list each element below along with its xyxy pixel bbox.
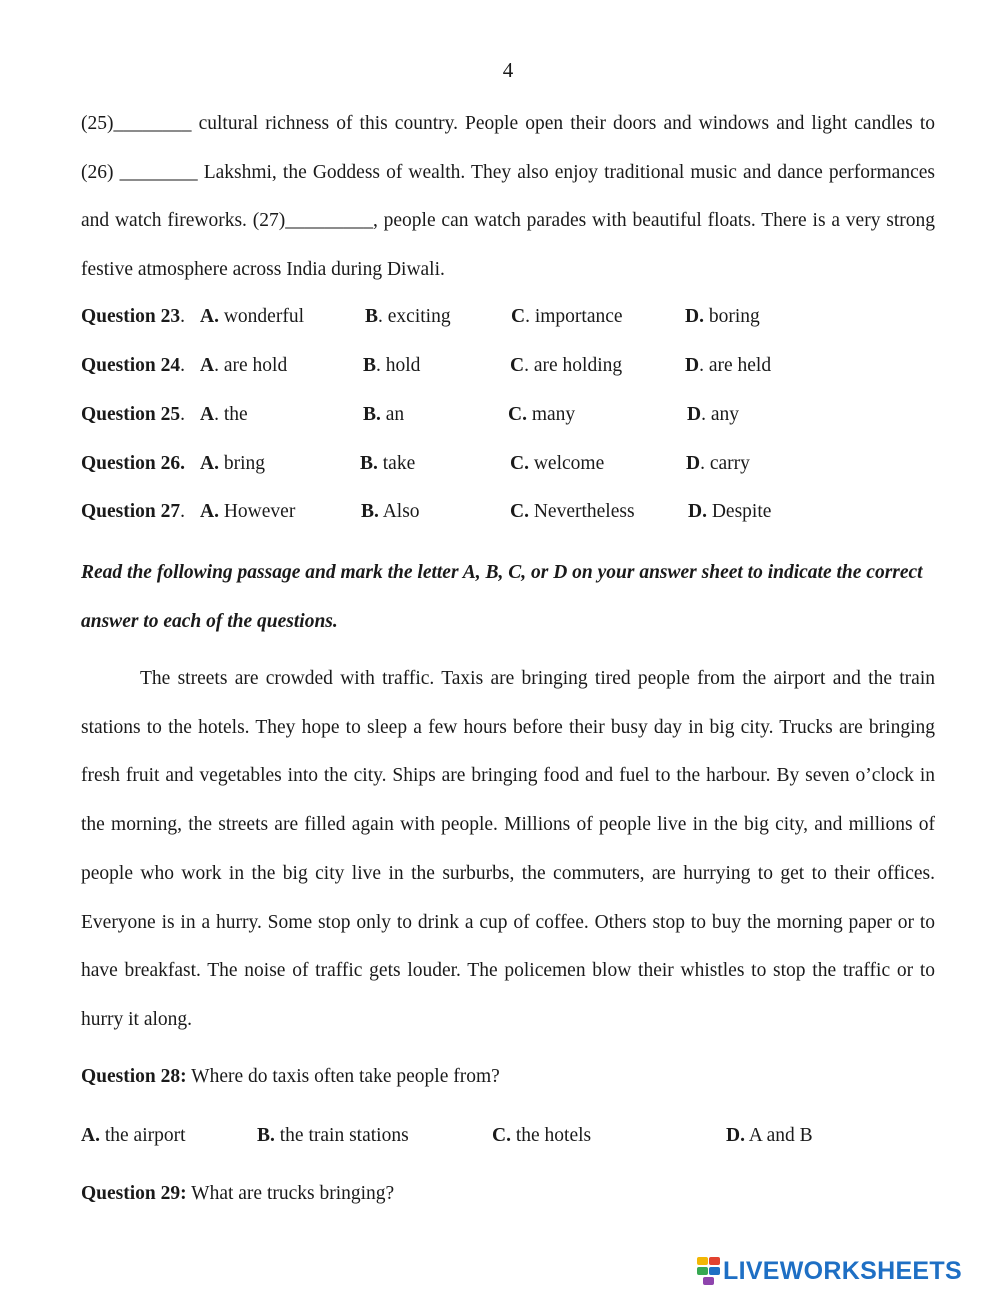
question-text: What are trucks bringing?: [186, 1183, 395, 1204]
option-a[interactable]: A. are hold: [200, 355, 288, 376]
option-c[interactable]: C. welcome: [510, 453, 605, 474]
option-a[interactable]: A. wonderful: [200, 306, 304, 327]
option-b[interactable]: B. hold: [363, 355, 421, 376]
option-b[interactable]: B. the train stations: [257, 1125, 409, 1146]
passage-continuation: (25)________ cultural richness of this country. People open their doors and windows and light candles to (26) ________ Lakshmi, the Goddess of wealth. They also enjoy traditional music and dance performances and watch fireworks. (27)_________, people can watch parades with beautiful floats. There is a very strong festive atmosphere across India during Diwali.: [81, 113, 935, 281]
question-label: Question 29:: [81, 1183, 187, 1204]
option-d[interactable]: D. carry: [686, 453, 750, 474]
option-c[interactable]: C. are holding: [510, 355, 623, 376]
option-c[interactable]: C. many: [508, 404, 576, 425]
page-number: 4: [502, 58, 514, 82]
option-b[interactable]: B. an: [363, 404, 405, 425]
option-c[interactable]: C. importance: [511, 306, 623, 327]
option-d[interactable]: D. boring: [685, 306, 760, 327]
question-label: Question 26.: [81, 453, 186, 474]
option-a[interactable]: A. the: [200, 404, 248, 425]
question-label: Question 27: [81, 501, 181, 522]
option-a[interactable]: A. bring: [200, 453, 266, 474]
reading-passage: The streets are crowded with traffic. Taxis are bringing tired people from the airport and the train stations to the hotels. They hope to sleep a few hours before their busy day in big city. Trucks are bringing fresh fruit and vegetables into the city. Ships are bringing food and fuel to the harbour. By seven o’clock in the morning, the streets are filled again with people. Millions of people live in the big city, and millions of people who work in the big city live in the surburbs, the commuters, are hurrying to get to their offices. Everyone is in a hurry. Some stop only to drink a cup of coffee. Others stop to buy the morning paper or to have breakfast. The noise of traffic gets louder. The policemen blow their whistles to stop the traffic or to hurry it along.: [81, 668, 935, 1030]
option-b[interactable]: B. take: [360, 453, 416, 474]
question-29: [81, 1183, 394, 1205]
option-d[interactable]: D. are held: [685, 355, 772, 376]
option-a[interactable]: A. the airport: [81, 1125, 186, 1146]
question-label: Question 25: [81, 404, 181, 425]
question-label: Question 28:: [81, 1066, 187, 1087]
option-c[interactable]: C. the hotels: [492, 1125, 592, 1146]
option-d[interactable]: D. any: [687, 404, 739, 425]
question-label: Question 23: [81, 306, 181, 327]
logo-text: LIVEWORKSHEETS: [723, 1256, 962, 1285]
option-c[interactable]: C. Nevertheless: [510, 501, 635, 522]
option-b[interactable]: B. exciting: [365, 306, 451, 327]
logo-blocks-icon: [697, 1257, 721, 1285]
option-a[interactable]: A. However: [200, 501, 296, 522]
question-text: Where do taxis often take people from?: [186, 1066, 500, 1087]
reading-instruction: Read the following passage and mark the letter A, B, C, or D on your answer sheet to indicate the correct answer to each of the questions.: [81, 562, 923, 632]
option-d[interactable]: D. A and B: [726, 1125, 813, 1146]
liveworksheets-logo: [697, 1256, 993, 1286]
option-b[interactable]: B. Also: [361, 501, 420, 522]
option-d[interactable]: D. Despite: [688, 501, 772, 522]
question-label: Question 24: [81, 355, 181, 376]
question-28: [81, 1066, 500, 1088]
